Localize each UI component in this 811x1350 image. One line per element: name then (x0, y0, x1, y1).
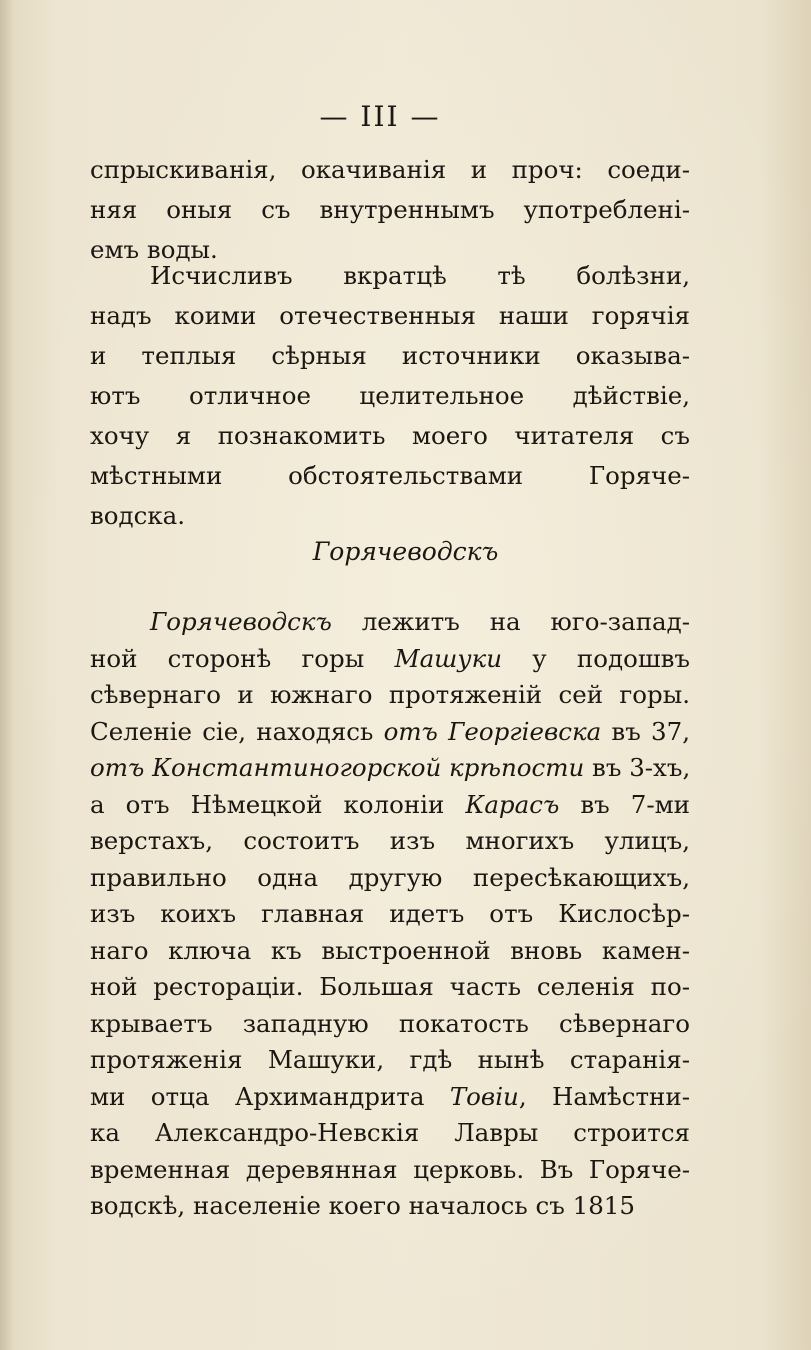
page-number: — III — (319, 100, 441, 133)
text-segment: ной сторонѣ горы (90, 643, 395, 673)
text-line (90, 712, 690, 752)
text-line (90, 785, 690, 825)
text-segment: въ 37, (601, 716, 690, 746)
text-segment: протяженія Машуки, гдѣ нынѣ старанія- (90, 1045, 690, 1074)
text-segment: крываетъ западную покатость сѣвернаго (90, 1008, 690, 1038)
italic-name: Машуки (394, 643, 503, 673)
text-line: и теплыя сѣрныя источники оказыва- (90, 341, 690, 370)
text-segment: у подошвъ (502, 643, 690, 673)
text-segment: Селеніе сіе, находясь (90, 716, 384, 746)
text-segment: верстахъ, состоитъ изъ многихъ улицъ, (90, 826, 690, 855)
text-line (90, 1040, 690, 1080)
text-line: емъ воды. (90, 235, 218, 264)
italic-name: отъ Константиногорской крѣпости (90, 753, 585, 782)
text-line (90, 894, 690, 934)
text-line (90, 748, 690, 788)
text-segment: въ 3-хъ, (584, 753, 691, 782)
text-segment: , Намѣстни- (518, 1081, 690, 1111)
text-line (90, 931, 690, 971)
text-segment: изъ коихъ главная идетъ отъ Кислосѣр- (90, 899, 690, 928)
text-line: ютъ отличное целительное дѣйствіе, (90, 381, 690, 410)
text-line (90, 1150, 690, 1190)
italic-name: Горячеводскъ (150, 607, 332, 636)
text-segment: ной рестораціи. Большая часть селенія по- (90, 972, 690, 1001)
section-heading: Горячеводскъ (312, 537, 499, 566)
text-line (90, 1113, 690, 1153)
text-segment: водскѣ, населеніе коего началось съ 1815 (90, 1191, 635, 1220)
text-segment: лежитъ на юго-запад- (331, 607, 690, 636)
text-line: надъ коими отечественныя наши горячія (90, 301, 690, 330)
text-line: водска. (90, 501, 186, 530)
text-line: Исчисливъ вкратцѣ тѣ болѣзни, (150, 261, 690, 290)
text-line (90, 1186, 690, 1226)
italic-name: Карасъ (465, 789, 560, 819)
italic-name: Товіи (449, 1081, 519, 1111)
text-line (90, 639, 690, 679)
text-line (90, 858, 690, 898)
page-gutter-shadow (0, 0, 14, 1350)
text-segment: ка Александро-Невскія Лавры строится (90, 1118, 690, 1147)
text-line: хочу я познакомить моего читателя съ (90, 421, 690, 450)
text-segment: ми отца Архимандрита (90, 1081, 450, 1111)
text-line (150, 602, 690, 642)
text-line (90, 821, 690, 861)
text-segment: въ 7-ми (559, 789, 690, 819)
text-line (90, 1077, 690, 1117)
text-line (90, 675, 690, 715)
text-segment: правильно одна другую пересѣкающихъ, (90, 862, 690, 892)
text-line: няя оныя съ внутреннымъ употреблені- (90, 195, 690, 224)
text-segment: а отъ Нѣмецкой колоніи (90, 789, 466, 819)
text-segment: временная деревянная церковь. Въ Горяче- (90, 1154, 690, 1184)
italic-name: отъ Георгіевска (383, 716, 602, 746)
text-segment: сѣвернаго и южнаго протяженій сей горы. (90, 680, 690, 709)
text-line (90, 967, 690, 1007)
text-line: мѣстными обстоятельствами Горяче- (90, 461, 690, 490)
text-line: спрыскиванія, окачиванія и проч: соеди- (90, 155, 690, 184)
text-line (90, 1004, 690, 1044)
text-segment: наго ключа къ выстроенной вновь камен- (90, 935, 690, 965)
